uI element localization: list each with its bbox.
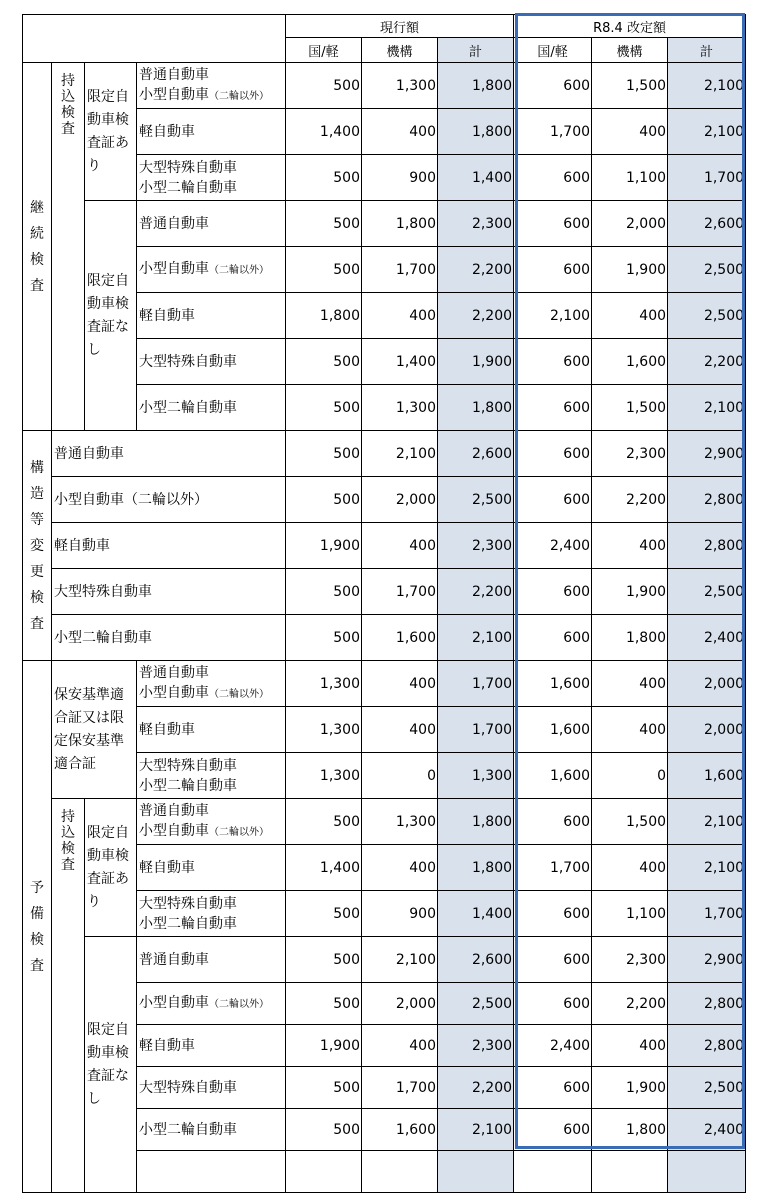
total-cell: 2,100	[668, 109, 746, 155]
total-cell: 2,300	[438, 1025, 514, 1067]
value-cell: 1,800	[286, 293, 362, 339]
total-cell: 1,700	[438, 661, 514, 707]
header-col_kei: 計	[438, 38, 514, 63]
value-cell: 600	[514, 247, 592, 293]
value-cell: 1,300	[362, 385, 438, 431]
vehicle-name: 普通自動車	[139, 951, 209, 968]
value-cell: 2,000	[592, 201, 668, 247]
header-revised: R8.4 改定額	[514, 15, 746, 38]
label-mochikomi	[52, 63, 85, 431]
total-cell: 2,500	[438, 983, 514, 1025]
vehicle-futsu: 普通自動車	[52, 431, 286, 477]
value-cell: 400	[592, 109, 668, 155]
vehicle-name: 大型特殊自動車	[139, 353, 237, 370]
value-cell: 2,000	[362, 477, 438, 523]
total-cell: 2,500	[438, 477, 514, 523]
value-cell: 1,300	[286, 753, 362, 799]
value-cell: 1,900	[286, 1025, 362, 1067]
total-cell: 2,200	[438, 247, 514, 293]
header-corner	[23, 15, 286, 63]
total-cell: 2,900	[668, 431, 746, 477]
vehicle-name: 大型特殊自動車	[139, 895, 237, 912]
value-cell: 600	[514, 937, 592, 983]
value-cell: 1,900	[592, 1067, 668, 1109]
total-cell: 1,800	[438, 63, 514, 109]
section-kozo-text: 構造等変更検査	[30, 459, 44, 632]
value-cell: 1,100	[592, 891, 668, 937]
value-cell: 500	[286, 385, 362, 431]
total-cell: 2,200	[668, 339, 746, 385]
value-cell: 600	[514, 431, 592, 477]
fee-table-body	[23, 15, 746, 1193]
label-hoan-text: 保安基準適合証又は限定保安基準適合証	[54, 686, 124, 772]
value-cell: 1,300	[362, 799, 438, 845]
value-cell: 500	[286, 937, 362, 983]
table-row	[23, 201, 746, 247]
value-cell: 1,800	[362, 201, 438, 247]
value-cell: 600	[514, 63, 592, 109]
value-cell: 400	[362, 707, 438, 753]
value-cell: 1,500	[592, 799, 668, 845]
vehicle-name: 小型自動車	[139, 86, 209, 103]
vehicle-name: 小型二輪自動車	[139, 777, 237, 794]
vehicle-cell	[137, 201, 286, 247]
total-cell: 2,800	[668, 523, 746, 569]
value-cell: 1,900	[286, 523, 362, 569]
vehicle-name: 小型二輪自動車	[139, 179, 237, 196]
vehicle-name: 小型自動車	[139, 684, 209, 701]
value-cell: 1,300	[362, 63, 438, 109]
header-col_kuni: 国/軽	[286, 38, 362, 63]
value-cell: 400	[362, 1025, 438, 1067]
vehicle-name: 小型二輪自動車	[139, 1121, 237, 1138]
label-hoan	[52, 661, 137, 799]
value-cell: 400	[362, 661, 438, 707]
vehicle-name: 小型自動車	[139, 994, 209, 1011]
value-cell: 1,100	[592, 155, 668, 201]
value-cell: 500	[286, 569, 362, 615]
label-with-cert-text: 限定自動車検査証あり	[87, 824, 129, 910]
total-cell: 1,800	[438, 109, 514, 155]
value-cell	[286, 1151, 362, 1193]
vehicle-cell	[137, 937, 286, 983]
label-mochikomi-text: 持込検査	[61, 809, 75, 873]
value-cell: 1,600	[514, 661, 592, 707]
total-cell: 2,100	[668, 385, 746, 431]
value-cell: 0	[592, 753, 668, 799]
value-cell: 500	[286, 63, 362, 109]
vehicle-note: （二輪以外）	[209, 90, 269, 102]
total-cell: 2,800	[668, 983, 746, 1025]
value-cell: 2,100	[362, 937, 438, 983]
total-cell: 1,600	[668, 753, 746, 799]
vehicle-name: 普通自動車	[139, 664, 209, 681]
total-cell: 2,100	[668, 845, 746, 891]
value-cell: 1,700	[514, 109, 592, 155]
total-cell: 2,600	[438, 937, 514, 983]
vehicle-name: 普通自動車	[139, 215, 209, 232]
total-cell: 2,400	[668, 1109, 746, 1151]
value-cell: 1,600	[362, 615, 438, 661]
total-cell: 1,800	[438, 845, 514, 891]
vehicle-note: （二輪以外）	[209, 826, 269, 838]
vehicle-cell	[137, 1025, 286, 1067]
value-cell: 400	[592, 845, 668, 891]
value-cell: 400	[592, 1025, 668, 1067]
value-cell: 1,900	[592, 247, 668, 293]
label-mochikomi	[52, 799, 85, 1193]
value-cell: 500	[286, 983, 362, 1025]
vehicle-cell	[137, 1067, 286, 1109]
value-cell: 1,800	[592, 1109, 668, 1151]
value-cell: 1,500	[592, 63, 668, 109]
total-cell: 1,800	[438, 799, 514, 845]
value-cell: 1,600	[362, 1109, 438, 1151]
vehicle-cell	[137, 339, 286, 385]
value-cell: 500	[286, 247, 362, 293]
total-cell: 2,100	[668, 63, 746, 109]
value-cell: 900	[362, 155, 438, 201]
value-cell: 600	[514, 155, 592, 201]
value-cell: 2,200	[592, 477, 668, 523]
vehicle-name: 普通自動車	[139, 66, 209, 83]
value-cell: 400	[592, 707, 668, 753]
vehicle-name: 大型特殊自動車	[139, 1079, 237, 1096]
value-cell: 1,600	[514, 753, 592, 799]
value-cell: 2,400	[514, 523, 592, 569]
table-row	[23, 937, 746, 983]
table-row	[23, 63, 746, 109]
total-cell	[668, 1151, 746, 1193]
value-cell: 500	[286, 1067, 362, 1109]
vehicle-cell	[137, 891, 286, 937]
vehicle-name: 軽自動車	[139, 721, 195, 738]
table-row	[23, 431, 746, 477]
value-cell: 400	[592, 293, 668, 339]
label-with-cert-text: 限定自動車検査証あり	[87, 88, 129, 174]
total-cell: 1,300	[438, 753, 514, 799]
value-cell: 2,200	[592, 983, 668, 1025]
total-cell: 2,000	[668, 707, 746, 753]
vehicle-kogata: 小型自動車（二輪以外）	[52, 477, 286, 523]
header-current: 現行額	[286, 15, 514, 38]
table-row	[23, 661, 746, 707]
header-col_kiko: 機構	[592, 38, 668, 63]
value-cell: 500	[286, 201, 362, 247]
total-cell: 2,600	[438, 431, 514, 477]
total-cell: 2,200	[438, 1067, 514, 1109]
value-cell: 600	[514, 569, 592, 615]
total-cell: 2,100	[438, 1109, 514, 1151]
value-cell: 900	[362, 891, 438, 937]
value-cell: 1,800	[592, 615, 668, 661]
value-cell	[592, 1151, 668, 1193]
total-cell: 2,500	[668, 293, 746, 339]
value-cell: 1,600	[514, 707, 592, 753]
vehicle-cell	[137, 983, 286, 1025]
total-cell: 1,400	[438, 155, 514, 201]
vehicle-cell	[137, 845, 286, 891]
table-row	[23, 799, 746, 845]
section-kozo	[23, 431, 52, 661]
value-cell: 600	[514, 983, 592, 1025]
vehicle-cell	[137, 247, 286, 293]
value-cell: 1,300	[286, 661, 362, 707]
value-cell: 1,700	[362, 569, 438, 615]
vehicle-name: 軽自動車	[139, 859, 195, 876]
value-cell: 600	[514, 799, 592, 845]
value-cell: 500	[286, 477, 362, 523]
value-cell: 1,400	[286, 845, 362, 891]
vehicle-name: 小型自動車	[139, 260, 209, 277]
value-cell	[362, 1151, 438, 1193]
total-cell: 2,000	[668, 661, 746, 707]
label-mochikomi-text: 持込検査	[61, 73, 75, 137]
vehicle-cell	[137, 707, 286, 753]
value-cell: 1,500	[592, 385, 668, 431]
total-cell: 2,600	[668, 201, 746, 247]
label-without-cert	[85, 201, 137, 431]
total-cell	[438, 1151, 514, 1193]
value-cell: 1,700	[362, 1067, 438, 1109]
header-row	[23, 15, 746, 38]
total-cell: 2,500	[668, 1067, 746, 1109]
table-row	[23, 523, 746, 569]
total-cell: 2,300	[438, 523, 514, 569]
vehicle-cell	[137, 155, 286, 201]
section-yobi	[23, 661, 52, 1193]
value-cell: 1,600	[592, 339, 668, 385]
value-cell: 2,300	[592, 937, 668, 983]
total-cell: 2,200	[438, 569, 514, 615]
total-cell: 2,800	[668, 477, 746, 523]
table-row	[23, 477, 746, 523]
value-cell: 500	[286, 339, 362, 385]
value-cell: 500	[286, 891, 362, 937]
label-with-cert	[85, 799, 137, 937]
value-cell: 500	[286, 155, 362, 201]
total-cell: 2,400	[668, 615, 746, 661]
value-cell: 400	[592, 523, 668, 569]
value-cell: 600	[514, 385, 592, 431]
section-keizoku-text: 継続検査	[30, 199, 44, 294]
header-col_kiko: 機構	[362, 38, 438, 63]
label-without-cert-text: 限定自動車検査証なし	[87, 1021, 129, 1107]
value-cell: 400	[362, 293, 438, 339]
header-col_kuni: 国/軽	[514, 38, 592, 63]
vehicle-name: 大型特殊自動車	[139, 757, 237, 774]
value-cell: 600	[514, 201, 592, 247]
section-yobi-text: 予備検査	[30, 879, 44, 974]
value-cell: 1,700	[514, 845, 592, 891]
total-cell: 2,300	[438, 201, 514, 247]
total-cell: 2,800	[668, 1025, 746, 1067]
total-cell: 2,500	[668, 569, 746, 615]
vehicle-name: 小型二輪自動車	[139, 915, 237, 932]
value-cell: 2,100	[362, 431, 438, 477]
vehicle-note: （二輪以外）	[209, 264, 269, 276]
value-cell: 600	[514, 615, 592, 661]
value-cell: 500	[286, 615, 362, 661]
total-cell: 1,700	[438, 707, 514, 753]
value-cell: 500	[286, 431, 362, 477]
value-cell: 2,000	[362, 983, 438, 1025]
value-cell: 400	[362, 109, 438, 155]
value-cell: 500	[286, 799, 362, 845]
vehicle-name: 大型特殊自動車	[139, 159, 237, 176]
vehicle-name: 小型二輪自動車	[139, 399, 237, 416]
table-row	[23, 569, 746, 615]
vehicle-name: 軽自動車	[139, 123, 195, 140]
value-cell: 1,400	[362, 339, 438, 385]
value-cell: 600	[514, 891, 592, 937]
section-keizoku	[23, 63, 52, 431]
vehicle-name: 軽自動車	[139, 1037, 195, 1054]
total-cell: 1,400	[438, 891, 514, 937]
value-cell: 2,400	[514, 1025, 592, 1067]
vehicle-name: 小型自動車	[139, 822, 209, 839]
total-cell: 2,200	[438, 293, 514, 339]
vehicle-cell	[137, 753, 286, 799]
value-cell: 600	[514, 1109, 592, 1151]
value-cell: 400	[592, 661, 668, 707]
empty-cell	[137, 1151, 286, 1193]
total-cell: 1,700	[668, 891, 746, 937]
value-cell: 1,700	[362, 247, 438, 293]
vehicle-note: （二輪以外）	[209, 688, 269, 700]
vehicle-note: （二輪以外）	[209, 998, 269, 1010]
total-cell: 2,900	[668, 937, 746, 983]
vehicle-cell	[137, 385, 286, 431]
value-cell: 400	[362, 523, 438, 569]
total-cell: 1,700	[668, 155, 746, 201]
value-cell: 0	[362, 753, 438, 799]
value-cell: 400	[362, 845, 438, 891]
vehicle-cell	[137, 661, 286, 707]
vehicle-cell	[137, 799, 286, 845]
value-cell: 600	[514, 477, 592, 523]
vehicle-nirin: 小型二輪自動車	[52, 615, 286, 661]
value-cell: 2,100	[514, 293, 592, 339]
total-cell: 1,800	[438, 385, 514, 431]
label-without-cert	[85, 937, 137, 1193]
vehicle-cell	[137, 1109, 286, 1151]
value-cell: 1,300	[286, 707, 362, 753]
value-cell: 2,300	[592, 431, 668, 477]
total-cell: 2,100	[668, 799, 746, 845]
table-row	[23, 615, 746, 661]
vehicle-cell	[137, 293, 286, 339]
vehicle-cell	[137, 109, 286, 155]
label-with-cert	[85, 63, 137, 201]
header-col_kei: 計	[668, 38, 746, 63]
value-cell: 1,900	[592, 569, 668, 615]
total-cell: 2,500	[668, 247, 746, 293]
value-cell: 500	[286, 1109, 362, 1151]
vehicle-name: 軽自動車	[139, 307, 195, 324]
vehicle-ogata: 大型特殊自動車	[52, 569, 286, 615]
total-cell: 1,900	[438, 339, 514, 385]
value-cell	[514, 1151, 592, 1193]
value-cell: 600	[514, 339, 592, 385]
value-cell: 600	[514, 1067, 592, 1109]
label-without-cert-text: 限定自動車検査証なし	[87, 272, 129, 358]
total-cell: 2,100	[438, 615, 514, 661]
vehicle-name: 普通自動車	[139, 802, 209, 819]
value-cell: 1,400	[286, 109, 362, 155]
fee-table	[22, 14, 746, 1193]
vehicle-kei: 軽自動車	[52, 523, 286, 569]
vehicle-cell	[137, 63, 286, 109]
